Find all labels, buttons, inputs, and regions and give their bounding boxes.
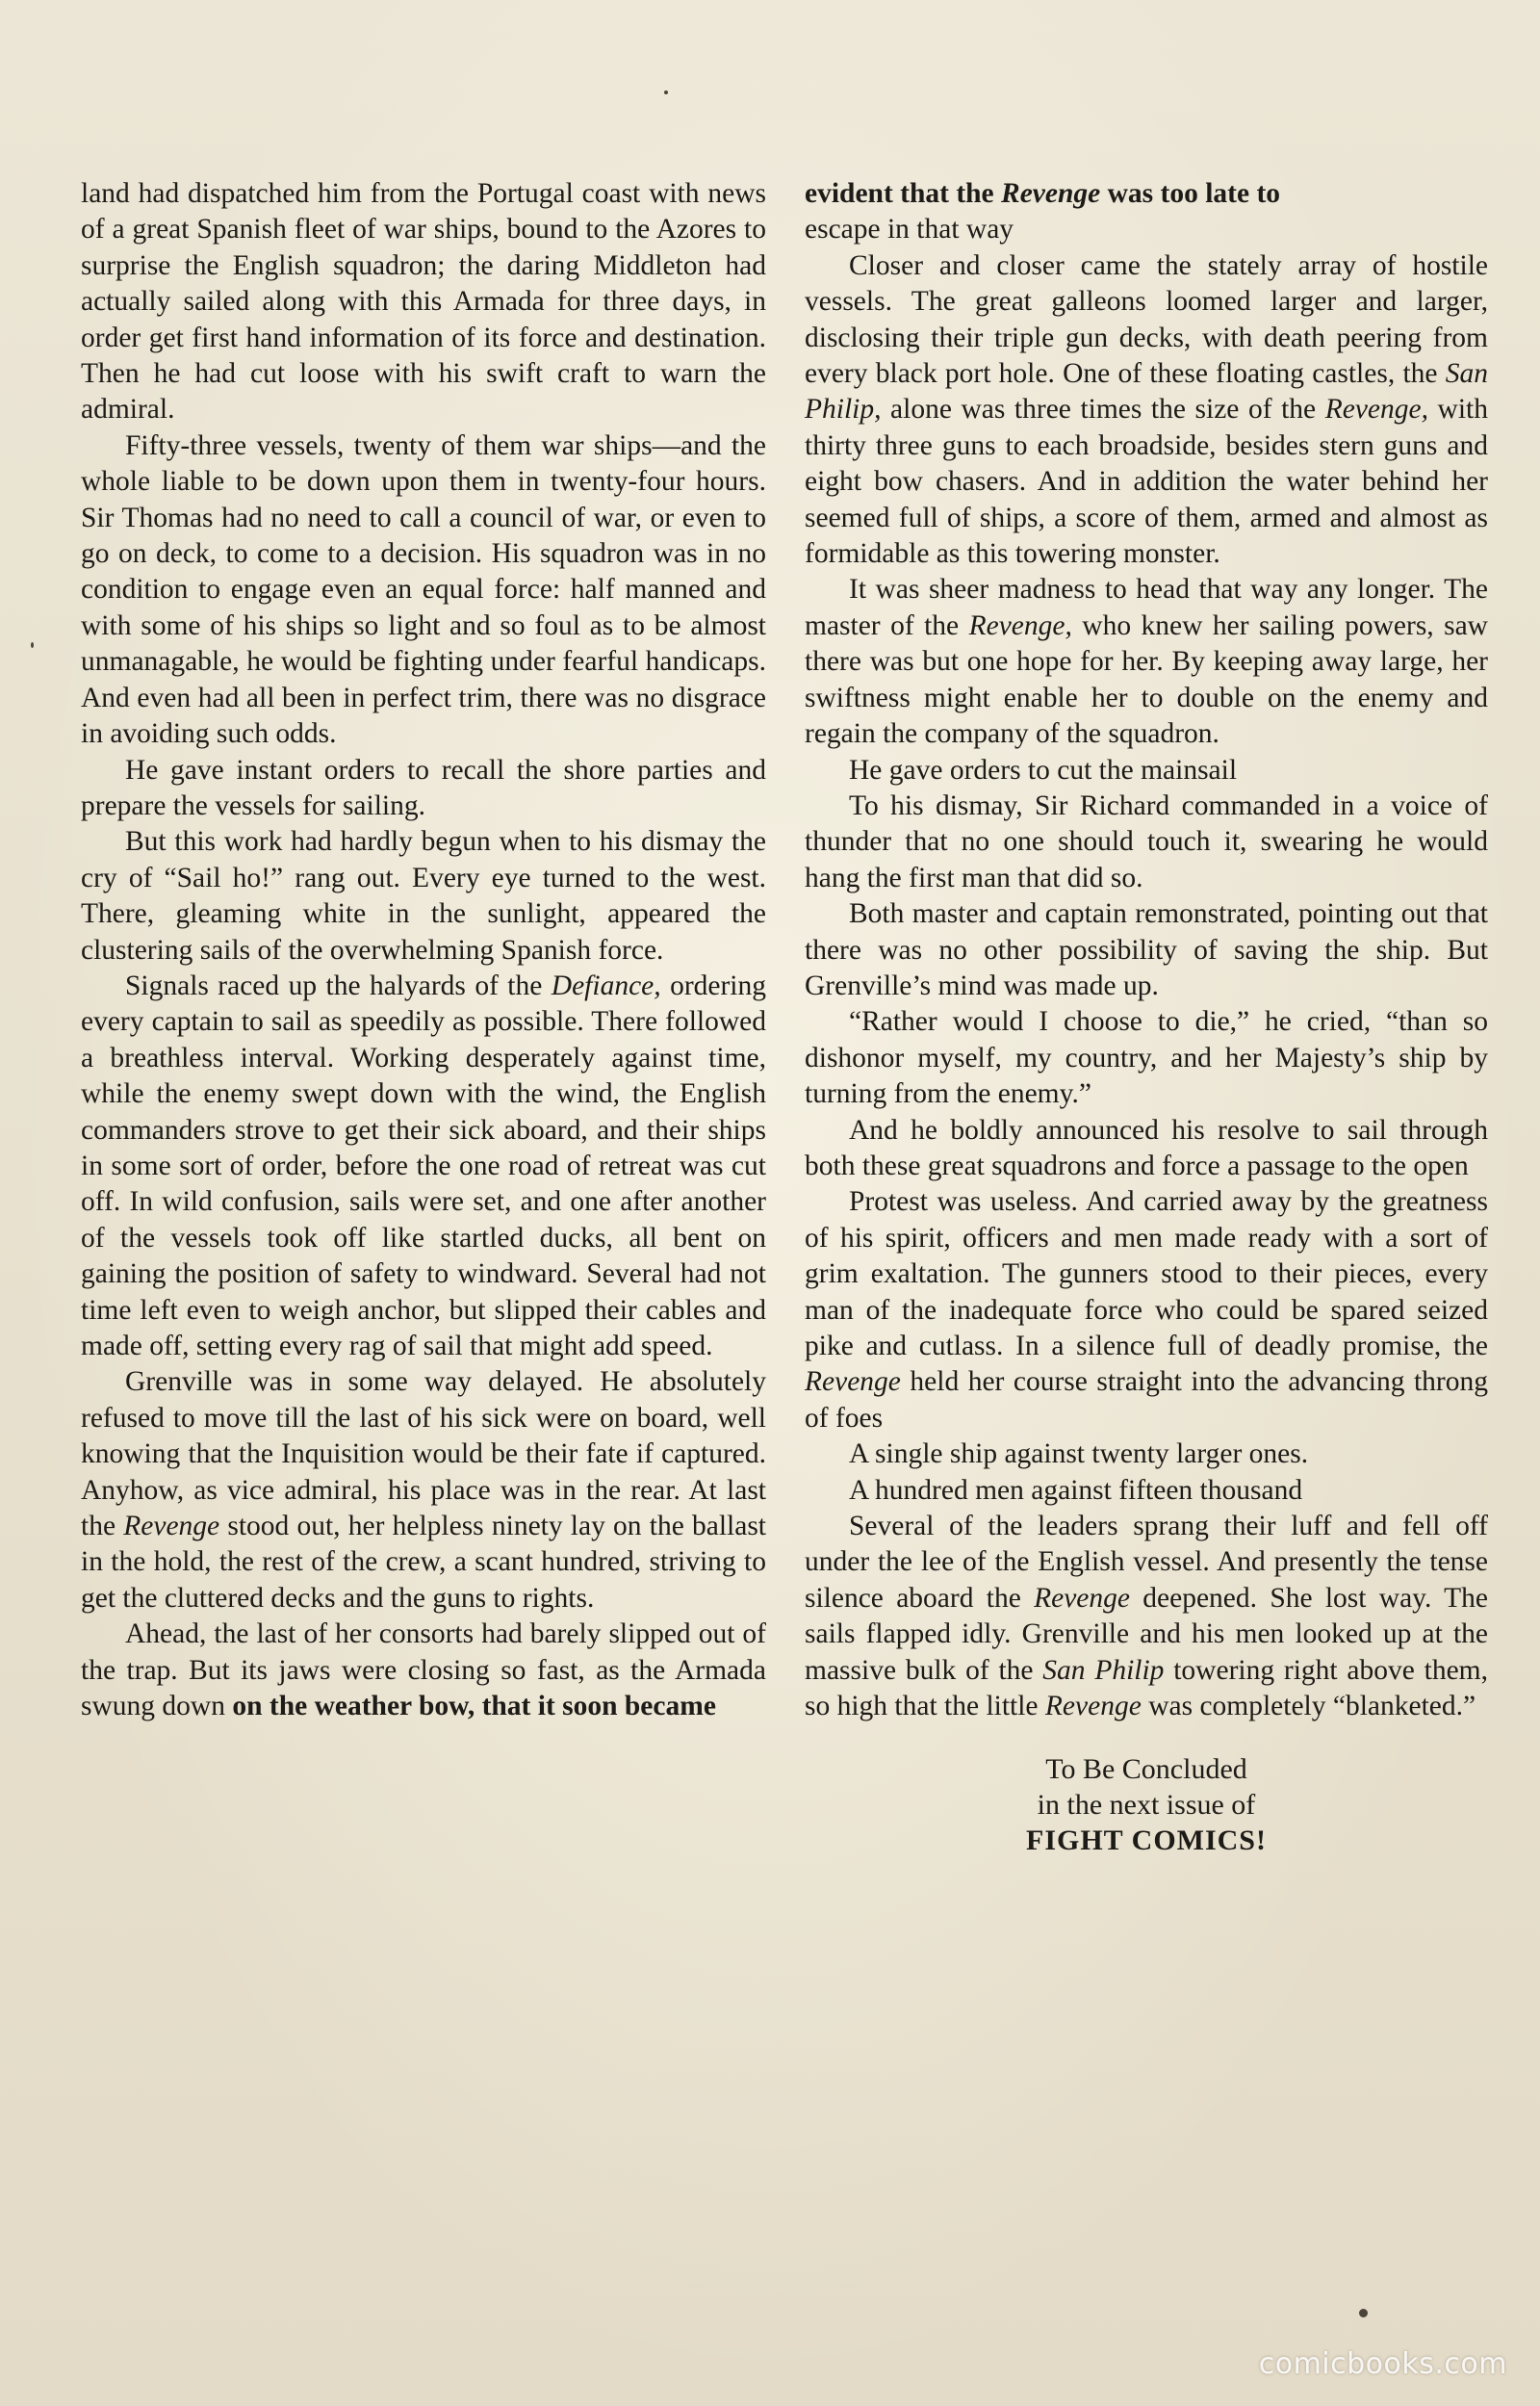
- ship-name: Revenge,: [968, 609, 1072, 641]
- print-speck: [31, 642, 34, 648]
- paragraph: [805, 248, 1488, 573]
- paragraph-text: But this work had hardly begun when to his dismay the cry of “Sail ho!” rang out. Every eye turned to the west. There, gleaming white in the sunlight, appeared the clustering sails of the overwhelming Spanish force.: [81, 826, 766, 966]
- paragraph-text: Protest was useless. And carried away by the greatness of his spirit, officers and men made ready with a sort of grim exaltation. The gunners stood to their pieces, every man of the inadequate force who could be spared seized pike and cutlass. In a silence full of deadly promise, the: [805, 1186, 1488, 1361]
- paragraph-text: Grenville was in some way delayed. He absolutely refused to move till the last of his sick were on board, well knowing that the Inquisition would be their fate if captured. Anyhow, as vice admiral, his place was in the rear. At last the: [81, 1366, 766, 1542]
- ship-name: Revenge: [1034, 1582, 1130, 1614]
- paragraph: [81, 428, 766, 753]
- ship-name: San Philip,: [805, 358, 1488, 426]
- paragraph-text: evident that the: [805, 178, 1002, 209]
- paragraph: [805, 753, 1488, 789]
- concluded-line: To Be Concluded: [1045, 1753, 1247, 1786]
- paragraph-text: escape in that way: [805, 214, 1014, 246]
- paragraph-text: towering right above them, so high that the little: [805, 1654, 1488, 1722]
- paragraph-text: held her course straight into the advancing throng of foes: [805, 1366, 1488, 1434]
- paragraph-text: alone was three times the size of the: [881, 394, 1325, 426]
- paragraph: [81, 753, 766, 825]
- ship-name: Revenge: [1044, 1691, 1142, 1722]
- site-watermark: comicbooks.com: [1258, 2347, 1507, 2381]
- paragraph-text: who knew her sailing powers, saw there was but one hope for her. By keeping away large, her swiftness might enable her to double on the enemy and regain the company of the squadron.: [805, 609, 1488, 750]
- paragraph: [805, 789, 1488, 896]
- paragraph-text: A hundred men against fifteen thousand: [849, 1474, 1303, 1506]
- paragraph: [805, 1509, 1488, 1724]
- paragraph-text: ordering every captain to sail as speedily as possible. There followed a breathless interval. Working desperately against time, while the enemy swept down with the wind, the English commanders strove to get their sick aboard, and their ships in some sort of order, before the one road of retreat was cut off. In wild confusion, sails were set, and one after another of the vessels took off like startled ducks, all bent on gaining the position of safety to windward. Several had not time left even to weigh anchor, but slipped their cables and made off, setting every rag of sail that might add speed.: [81, 970, 766, 1361]
- paragraph: [805, 1436, 1488, 1472]
- paragraph: [805, 176, 1488, 212]
- right-text-column: [805, 176, 1488, 1858]
- paragraph-text: land had dispatched him from the Portugal coast with news of a great Spanish fleet of war ships, bound to the Azores to surprise the English squadron; the daring Middleton had actually sailed along with this Armada for three days, in order get first hand information of its force and destination. Then he had cut loose with his swift craft to warn the admiral.: [81, 178, 766, 426]
- paragraph: [81, 176, 766, 428]
- paragraph-text: deepened. She lost way. The sails flapped idly. Grenville and his men looked up at the massive bulk of the: [805, 1582, 1488, 1686]
- magazine-title: FIGHT COMICS!: [1026, 1824, 1267, 1857]
- left-text-column: [81, 176, 766, 1724]
- paragraph: [81, 1617, 766, 1724]
- print-speck: [664, 91, 668, 94]
- paragraph: [81, 969, 766, 1364]
- ship-name: Defiance,: [551, 970, 661, 1001]
- paragraph-text: Several of the leaders sprang their luff and fell off under the lee of the English vessel. And presently the tense silence aboard the: [805, 1511, 1488, 1614]
- paragraph-text: with thirty three guns to each broadside, besides stern guns and eight bow chasers. And in addition the water behind her seemed full of ships, a score of them, armed and almost as formidable as this towering monster.: [805, 394, 1488, 570]
- paragraph: [805, 1184, 1488, 1436]
- bold-last-line: on the weather bow, that it soon became: [232, 1691, 716, 1722]
- paragraph-text: Fifty-three vessels, twenty of them war ships—and the whole liable to be down upon them in twenty-four hours. Sir Thomas had no need to call a council of war, or even to go on deck, to come to a decision. His squadron was in no condition to engage even an equal force: half manned and with some of his ships so light and so foul as to be almost unmanagable, he would be fighting under fearful handicaps. And even had all been in perfect trim, there was no disgrace in avoiding such odds.: [81, 429, 766, 750]
- paragraph: [805, 212, 1488, 247]
- paragraph-text: stood out, her helpless ninety lay on the ballast in the hold, the rest of the crew, a scant hundred, striving to get the cluttered decks and the guns to rights.: [81, 1511, 766, 1614]
- paragraph-text: was too late to: [1100, 178, 1281, 209]
- paragraph: [81, 1364, 766, 1617]
- ship-name: Revenge: [123, 1511, 220, 1542]
- paragraph: [805, 1113, 1488, 1185]
- ship-name: Revenge: [805, 1366, 901, 1398]
- paragraph-text: He gave instant orders to recall the shore parties and prepare the vessels for sailing.: [81, 754, 766, 821]
- paragraph: [81, 824, 766, 969]
- to-be-concluded-note: [805, 1751, 1488, 1858]
- paragraph: [805, 1004, 1488, 1112]
- paragraph-text: was completely “blanketed.”: [1141, 1691, 1476, 1722]
- paragraph-text: Ahead, the last of her consorts had barely slipped out of the trap. But its jaws were closing so fast, as the Armada swung down: [81, 1618, 766, 1722]
- paragraph-text: And he boldly announced his resolve to sail through both these great squadrons and force a passage to the open: [805, 1114, 1488, 1181]
- paragraph-text: Both master and captain remonstrated, pointing out that there was no other possibility of saving the ship. But Grenville’s mind was made up.: [805, 898, 1488, 1001]
- paragraph-text: It was sheer madness to head that way any longer. The master of the: [805, 574, 1488, 641]
- paragraph-text: He gave orders to cut the mainsail: [849, 754, 1238, 786]
- paragraph-text: “Rather would I choose to die,” he cried, “than so dishonor myself, my country, and her Majesty’s ship by turning from the enemy.”: [805, 1006, 1488, 1110]
- paragraph: [805, 572, 1488, 752]
- ship-name: San Philip: [1042, 1654, 1165, 1686]
- ship-name: Revenge,: [1324, 394, 1428, 426]
- ship-name: Revenge: [1001, 178, 1101, 209]
- paragraph-text: Closer and closer came the stately array of hostile vessels. The great galleons loomed larger and larger, disclosing their triple gun decks, with death peering from every black port hole. One of these floating castles, the: [805, 249, 1488, 390]
- paragraph: [805, 1473, 1488, 1509]
- paragraph-text: To his dismay, Sir Richard commanded in a voice of thunder that no one should touch it, swearing he would hang the first man that did so.: [805, 789, 1488, 893]
- paragraph-text: Signals raced up the halyards of the: [125, 970, 552, 1001]
- print-speck: [1359, 2309, 1368, 2317]
- paragraph-text: A single ship against twenty larger ones.: [849, 1438, 1309, 1470]
- concluded-line: in the next issue of: [1037, 1789, 1256, 1822]
- paragraph: [805, 896, 1488, 1004]
